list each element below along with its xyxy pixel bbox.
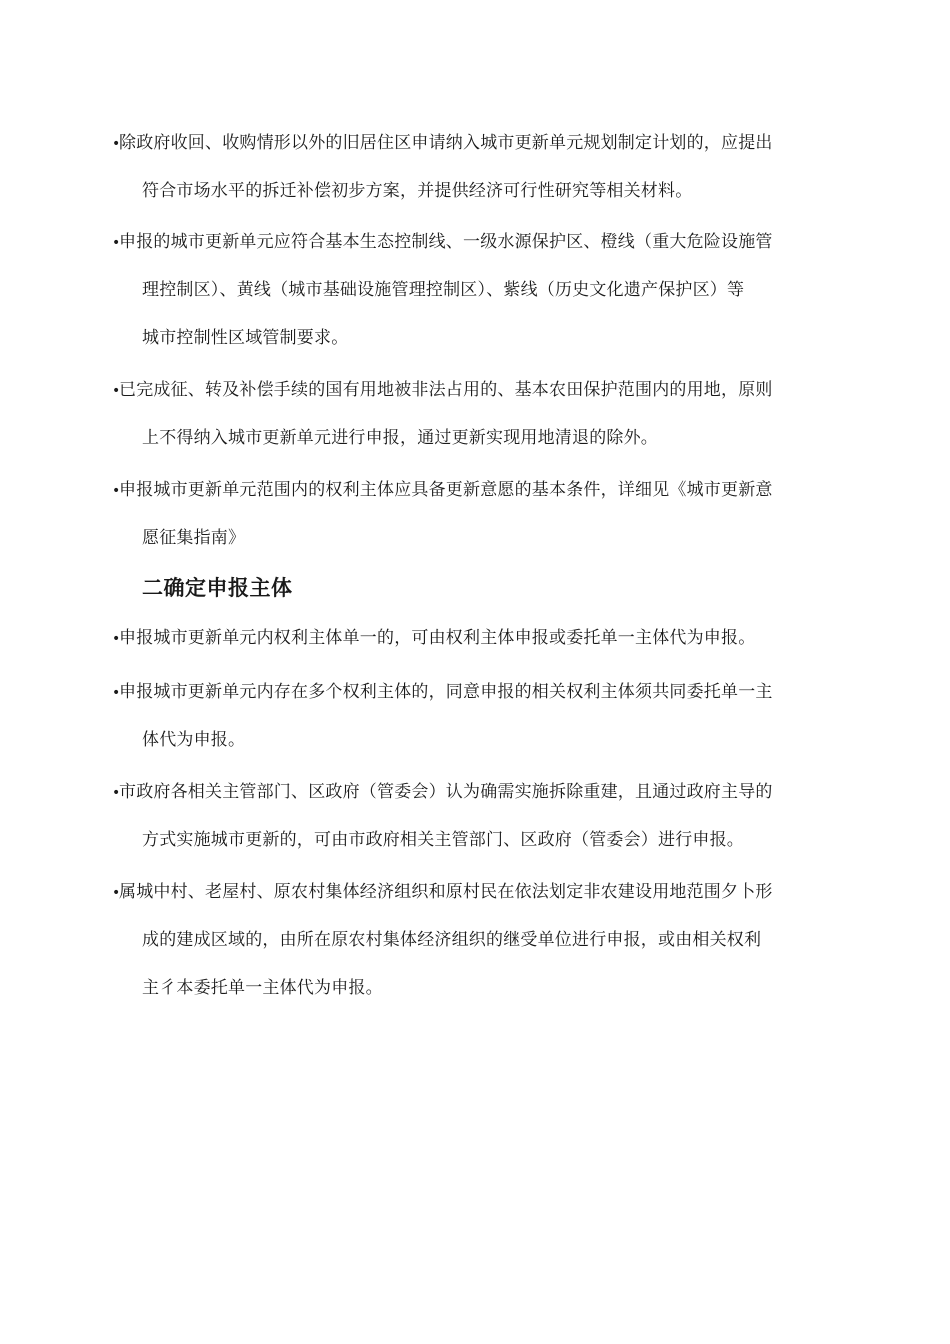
paragraph-line: 除政府收回、收购情形以外的旧居住区申请纳入城市更新单元规划制定计划的，应提出 xyxy=(119,133,773,153)
paragraph-line: 申报城市更新单元内存在多个权利主体的，同意申报的相关权利主体须共同委托单一主 xyxy=(119,682,773,702)
bullet-icon: • xyxy=(112,685,121,701)
paragraph-line: 已完成征、转及补偿手续的国有用地被非法占用的、基本农田保护范围内的用地，原则 xyxy=(119,380,773,400)
bullet-icon: • xyxy=(112,383,121,399)
paragraph-line: 申报的城市更新单元应符合基本生态控制线、一级水源保护区、橙线（重大危险设施管 xyxy=(119,232,773,252)
paragraph-line: 理控制区）、黄线（城市基础设施管理控制区）、紫线（历史文化遗产保护区）等 xyxy=(142,280,745,300)
bullet-icon: • xyxy=(112,235,121,251)
list-item xyxy=(112,626,755,651)
paragraph-line: 成的建成区域的，由所在原农村集体经济组织的继受单位进行申报，或由相关权利 xyxy=(142,930,762,950)
bullet-icon: • xyxy=(112,785,121,801)
list-item xyxy=(112,680,773,705)
bullet-icon: • xyxy=(112,483,121,499)
paragraph-line: 城市控制性区域管制要求。 xyxy=(142,328,349,348)
section-heading: 二确定申报主体 xyxy=(142,576,293,600)
list-item xyxy=(112,131,773,156)
bullet-icon: • xyxy=(112,136,121,152)
paragraph-line: 申报城市更新单元范围内的权利主体应具备更新意愿的基本条件，详细见《城市更新意 xyxy=(119,480,773,500)
paragraph-line: 符合市场水平的拆迁补偿初步方案，并提供经济可行性研究等相关材料。 xyxy=(142,181,693,201)
paragraph-line: 体代为申报。 xyxy=(142,730,246,750)
bullet-icon: • xyxy=(112,885,121,901)
paragraph-line: 方式实施城市更新的，可由市政府相关主管部门、区政府（管委会）进行申报。 xyxy=(142,830,744,850)
paragraph-line: 上不得纳入城市更新单元进行申报，通过更新实现用地清退的除外。 xyxy=(142,428,658,448)
list-item xyxy=(112,378,773,403)
paragraph-line: 愿征集指南》 xyxy=(142,528,246,548)
bullet-icon: • xyxy=(112,631,121,647)
paragraph-line: 主彳本委托单一主体代为申报。 xyxy=(142,978,383,998)
list-item xyxy=(112,780,773,805)
list-item xyxy=(112,230,773,255)
paragraph-line: 申报城市更新单元内权利主体单一的，可由权利主体申报或委托单一主体代为申报。 xyxy=(119,628,756,648)
list-item xyxy=(112,880,773,905)
list-item xyxy=(112,478,773,503)
paragraph-line: 市政府各相关主管部门、区政府（管委会）认为确需实施拆除重建，且通过政府主导的 xyxy=(119,782,773,802)
paragraph-line: 属城中村、老屋村、原农村集体经济组织和原村民在依法划定非农建设用地范围夕卜形 xyxy=(119,882,773,902)
